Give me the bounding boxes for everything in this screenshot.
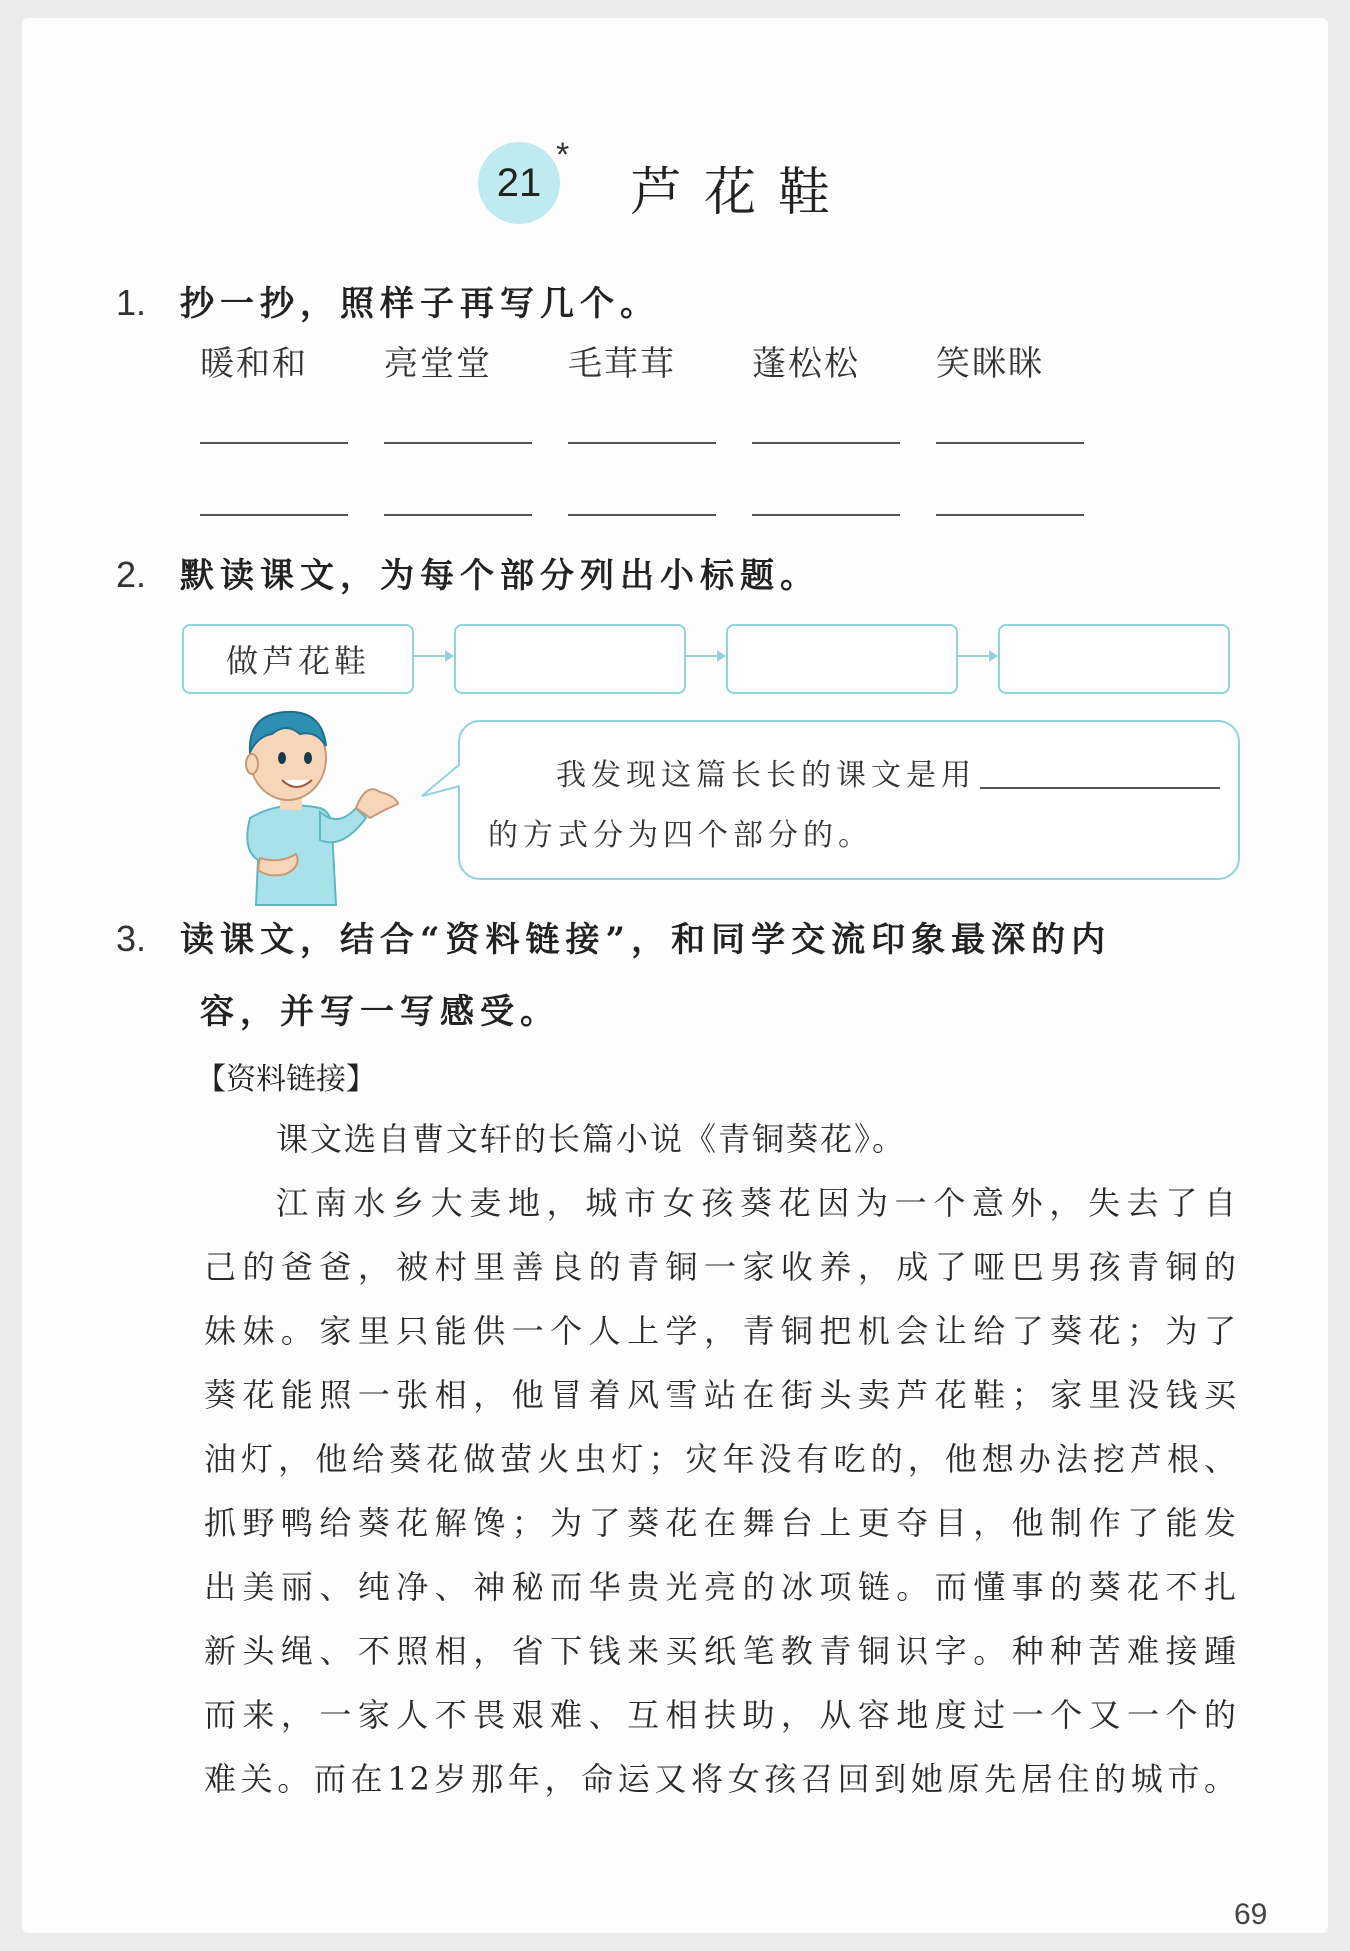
arrow-right-icon: [412, 655, 452, 657]
writing-blank[interactable]: [752, 514, 900, 516]
example-word: 蓬松松: [752, 344, 860, 384]
writing-blank[interactable]: [568, 442, 716, 444]
example-word: 笑眯眯: [936, 344, 1044, 384]
resource-line: 己的爸爸，被村里善良的青铜一家收养，成了哑巴男孩青铜的: [204, 1248, 1238, 1286]
writing-blank[interactable]: [752, 442, 900, 444]
resource-link-heading: 【资料链接】: [196, 1062, 376, 1097]
question-3-number: 3.: [116, 918, 147, 959]
lesson-number-badge: [478, 142, 560, 224]
resource-line: 难关。而在12岁那年，命运又将女孩召回到她原先居住的城市。: [204, 1760, 1238, 1798]
bubble-fill-blank[interactable]: [980, 787, 1220, 789]
question-3-text-line-2: 容，并写一写感受。: [200, 992, 560, 1032]
writing-blank[interactable]: [936, 514, 1084, 516]
resource-line: 课文选自曹文轩的长篇小说《青铜葵花》。: [276, 1120, 907, 1158]
lesson-title: 芦花鞋: [630, 163, 853, 223]
arrow-right-icon: [684, 655, 724, 657]
writing-blank[interactable]: [936, 442, 1084, 444]
example-word: 亮堂堂: [384, 344, 492, 384]
flow-box-2[interactable]: [454, 624, 686, 694]
bubble-prompt: 我发现这篇长长的课文是用: [556, 758, 976, 793]
example-word: 暖和和: [200, 344, 308, 384]
resource-line: 抓野鸭给葵花解馋；为了葵花在舞台上更夺目，他制作了能发: [204, 1504, 1238, 1542]
question-2-number: 2.: [116, 554, 147, 595]
example-word: 毛茸茸: [568, 344, 676, 384]
question-3-text-line-1: 读课文，结合“资料链接”，和同学交流印象最深的内: [180, 920, 1112, 960]
flow-box-label: 做芦花鞋: [225, 642, 370, 680]
optional-lesson-star: *: [556, 136, 570, 174]
flow-box-1: [182, 624, 414, 694]
flow-box-4[interactable]: [998, 624, 1230, 694]
writing-blank[interactable]: [200, 442, 348, 444]
writing-blank[interactable]: [384, 514, 532, 516]
speech-bubble-tail: [420, 762, 462, 802]
question-1-text: 抄一抄，照样子再写几个。: [180, 284, 660, 324]
writing-blank[interactable]: [384, 442, 532, 444]
resource-line: 出美丽、纯净、神秘而华贵光亮的冰项链。而懂事的葵花不扎: [204, 1568, 1238, 1606]
bubble-text-line-1: [556, 750, 1220, 794]
bubble-text-line-2: 的方式分为四个部分的。: [488, 818, 873, 853]
resource-line: 江南水乡大麦地，城市女孩葵花因为一个意外，失去了自: [276, 1184, 1238, 1222]
writing-blank[interactable]: [200, 514, 348, 516]
resource-line: 妹妹。家里只能供一个人上学，青铜把机会让给了葵花；为了: [204, 1312, 1238, 1350]
question-1-number: 1.: [116, 282, 147, 323]
question-2-text: 默读课文，为每个部分列出小标题。: [180, 556, 820, 596]
flow-box-3[interactable]: [726, 624, 958, 694]
arrow-right-icon: [956, 655, 996, 657]
lesson-number: 21: [496, 160, 542, 205]
boy-character-illustration: [220, 700, 420, 910]
resource-line: 油灯，他给葵花做萤火虫灯；灾年没有吃的，他想办法挖芦根、: [204, 1440, 1238, 1478]
resource-line: 新头绳、不照相，省下钱来买纸笔教青铜识字。种种苦难接踵: [204, 1632, 1238, 1670]
writing-blank[interactable]: [568, 514, 716, 516]
page-number: 69: [1234, 1898, 1268, 1931]
resource-line: 而来，一家人不畏艰难、互相扶助，从容地度过一个又一个的: [204, 1696, 1238, 1734]
speech-bubble: [458, 720, 1240, 880]
resource-line: 葵花能照一张相，他冒着风雪站在街头卖芦花鞋；家里没钱买: [204, 1376, 1238, 1414]
